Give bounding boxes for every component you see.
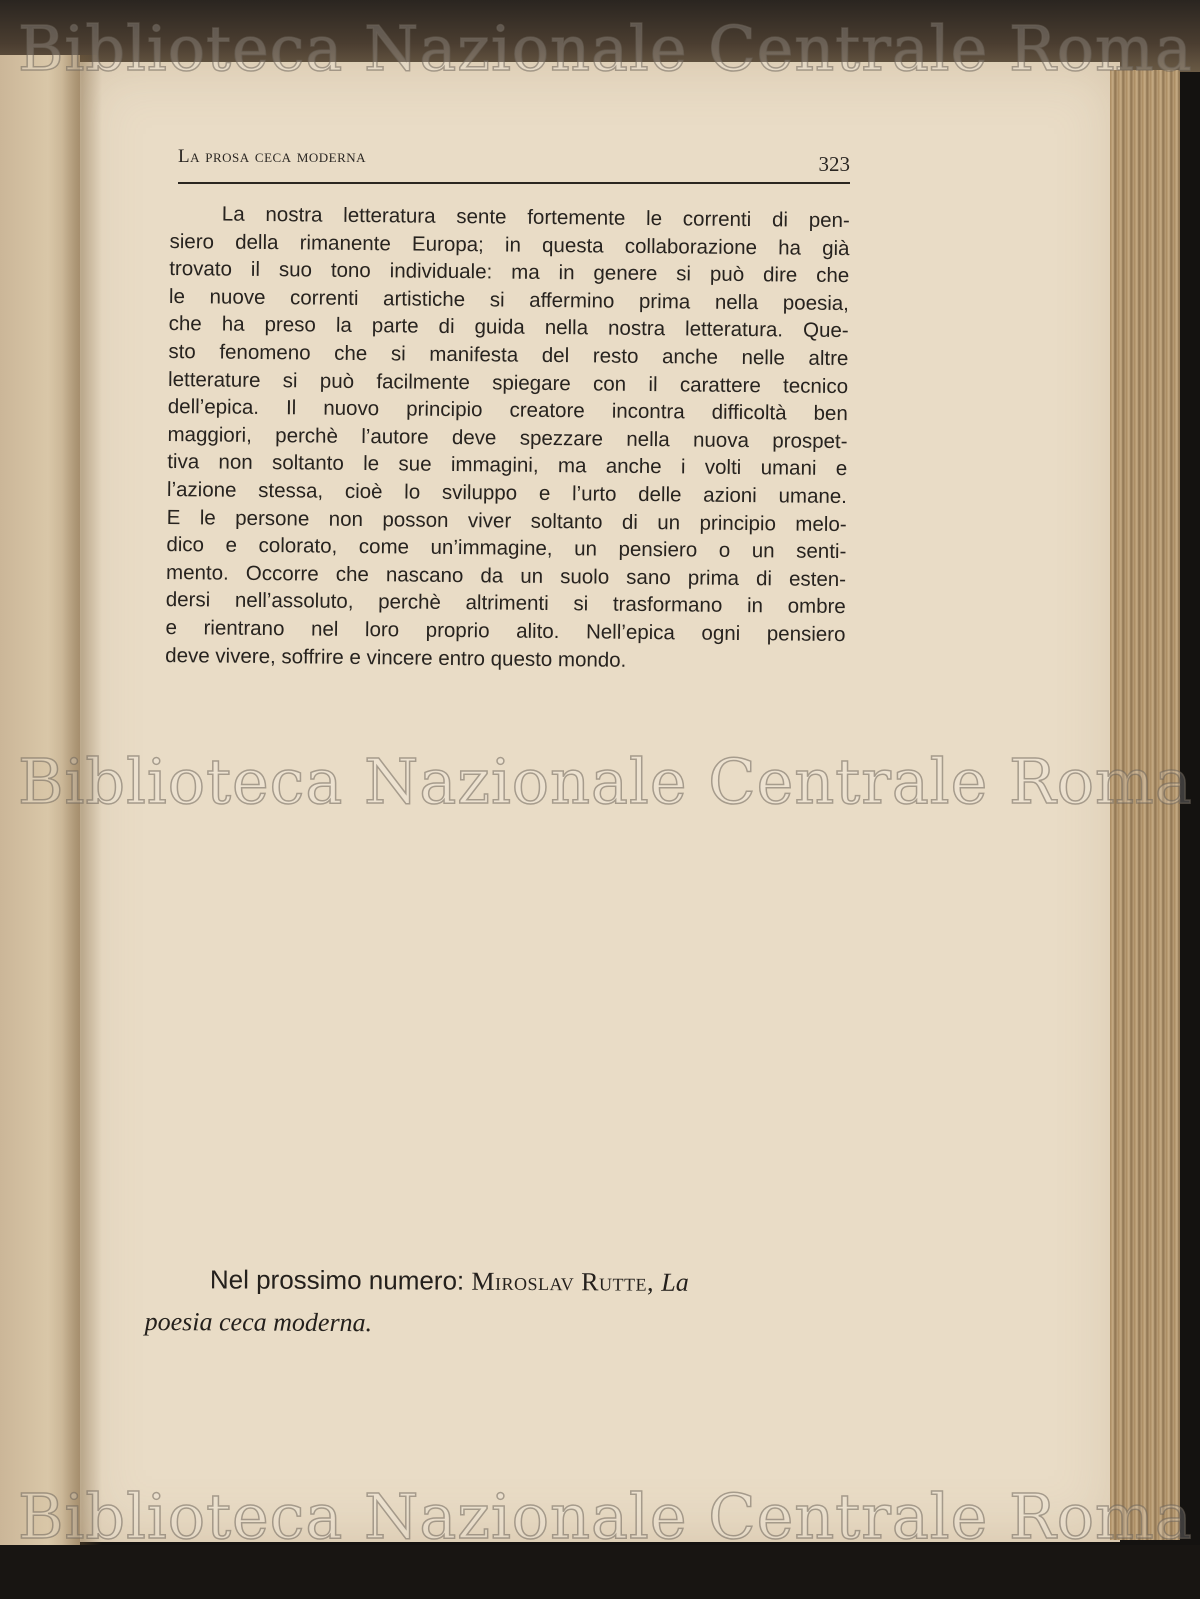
text-line: letterature si può facilmente spiegare con il carattere tecnico [168, 367, 849, 398]
scan-bottom-border [0, 1545, 1200, 1599]
text-line: le nuove correnti artistiche si affermino prima nella poesia, [168, 284, 850, 315]
text-line: che ha preso la parte di guida nella nostra letteratura. Que- [168, 312, 849, 343]
page-edges-stack [1110, 70, 1180, 1540]
body-paragraph [165, 200, 850, 676]
text-line: deve vivere, soffrire e vincere entro questo mondo. [165, 643, 627, 672]
text-line: l’azione stessa, cioè lo sviluppo e l’urto delle azioni umane. [166, 477, 848, 509]
next-issue-title-end: poesia ceca moderna. [144, 1306, 373, 1338]
text-line: dell’epica. Il nuovo principio creatore incontra difficoltà ben [167, 395, 848, 426]
text-line: E le persone non posson viver soltanto di un principio melo- [166, 505, 847, 536]
running-head [178, 142, 850, 184]
text-line: siero della rimanente Europa; in questa collaborazione ha già [169, 229, 850, 260]
text-line: sto fenomeno che si manifesta del resto anche nelle altre [168, 339, 849, 371]
text-line: e rientrano nel loro proprio alito. Nell’epica ogni pensiero [165, 615, 846, 647]
next-issue-author: Miroslav Rutte, [471, 1266, 655, 1297]
next-issue-notice [145, 1258, 830, 1347]
next-issue-lead: Nel prossimo numero: [209, 1264, 472, 1296]
text-line: maggiori, perchè l’autore deve spezzare nella nuova prospet- [167, 422, 848, 453]
text-line: dersi nell’assoluto, perchè altrimenti si trasformano in ombre [165, 588, 846, 619]
next-issue-title-start: La [661, 1267, 689, 1297]
running-title: La prosa ceca moderna [178, 146, 367, 167]
text-line: dico e colorato, come un’immagine, un pensiero o un senti- [166, 533, 847, 564]
text-line: mento. Occorre che nascano da un suolo sano prima di esten- [165, 560, 847, 591]
text-line: tiva non soltanto le sue immagini, ma anche i volti umani e [167, 450, 848, 481]
text-line: La nostra letteratura sente fortemente le correnti di pen- [221, 202, 850, 233]
gutter-shadow [62, 55, 102, 1545]
next-issue-line [145, 1258, 830, 1305]
text-line: trovato il suo tono individuale: ma in genere si può dire che [169, 257, 850, 288]
page-number: 323 [818, 152, 850, 176]
